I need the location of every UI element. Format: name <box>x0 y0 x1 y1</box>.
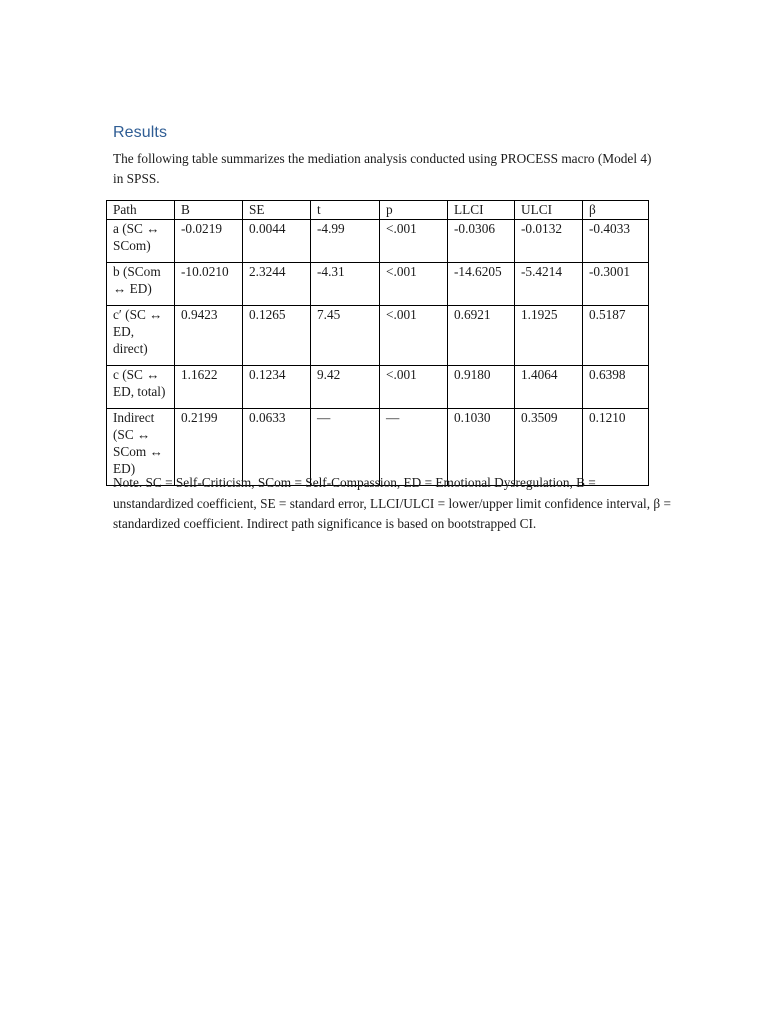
cell-se: 0.1265 <box>243 306 311 366</box>
cell-se: 0.1234 <box>243 366 311 409</box>
mediation-results-table <box>106 200 649 486</box>
cell-llci: -14.6205 <box>448 263 515 306</box>
header-p: p <box>380 201 448 220</box>
cell-llci: -0.0306 <box>448 220 515 263</box>
cell-se: 0.0044 <box>243 220 311 263</box>
cell-t: — <box>311 409 380 486</box>
table-row <box>107 263 649 306</box>
section-heading: Results <box>113 124 168 141</box>
cell-path: c (SC ↔ ED, total) <box>107 366 175 409</box>
cell-p: <.001 <box>380 366 448 409</box>
cell-b: 0.2199 <box>175 409 243 486</box>
header-llci: LLCI <box>448 201 515 220</box>
cell-beta: 0.6398 <box>583 366 649 409</box>
cell-t: -4.31 <box>311 263 380 306</box>
cell-t: -4.99 <box>311 220 380 263</box>
header-se: SE <box>243 201 311 220</box>
table-row <box>107 220 649 263</box>
cell-t: 9.42 <box>311 366 380 409</box>
table-header-row <box>107 201 649 220</box>
table-row <box>107 366 649 409</box>
cell-p: <.001 <box>380 263 448 306</box>
cell-b: 0.9423 <box>175 306 243 366</box>
cell-ulci: -5.4214 <box>515 263 583 306</box>
cell-p: — <box>380 409 448 486</box>
table-note: Note. SC = Self-Criticism, SCom = Self-Compassion, ED = Emotional Dysregulation, B = unstandardized coefficient, SE = standard error, LLCI/ULCI = lower/upper limit confidence interval, β = standardized coefficient. Indirect path significance is based on bootstrapped CI. <box>113 475 671 531</box>
header-t: t <box>311 201 380 220</box>
cell-path: a (SC ↔ SCom) <box>107 220 175 263</box>
cell-llci: 0.6921 <box>448 306 515 366</box>
header-b: B <box>175 201 243 220</box>
cell-b: -0.0219 <box>175 220 243 263</box>
cell-beta: 0.5187 <box>583 306 649 366</box>
header-path: Path <box>107 201 175 220</box>
intro-paragraph: The following table summarizes the mediation analysis conducted using PROCESS macro (Model 4) in SPSS. <box>113 151 652 186</box>
cell-t: 7.45 <box>311 306 380 366</box>
cell-beta: -0.4033 <box>583 220 649 263</box>
cell-ulci: 0.3509 <box>515 409 583 486</box>
cell-b: -10.0210 <box>175 263 243 306</box>
cell-p: <.001 <box>380 220 448 263</box>
cell-llci: 0.9180 <box>448 366 515 409</box>
cell-se: 2.3244 <box>243 263 311 306</box>
cell-beta: -0.3001 <box>583 263 649 306</box>
header-beta: β <box>583 201 649 220</box>
cell-path: Indirect (SC ↔ SCom ↔ ED) <box>107 409 175 486</box>
cell-ulci: 1.1925 <box>515 306 583 366</box>
cell-path: b (SCom ↔ ED) <box>107 263 175 306</box>
cell-p: <.001 <box>380 306 448 366</box>
header-ulci: ULCI <box>515 201 583 220</box>
cell-path: c′ (SC ↔ ED, direct) <box>107 306 175 366</box>
cell-beta: 0.1210 <box>583 409 649 486</box>
cell-ulci: -0.0132 <box>515 220 583 263</box>
cell-se: 0.0633 <box>243 409 311 486</box>
cell-b: 1.1622 <box>175 366 243 409</box>
cell-llci: 0.1030 <box>448 409 515 486</box>
cell-ulci: 1.4064 <box>515 366 583 409</box>
table-row <box>107 306 649 366</box>
